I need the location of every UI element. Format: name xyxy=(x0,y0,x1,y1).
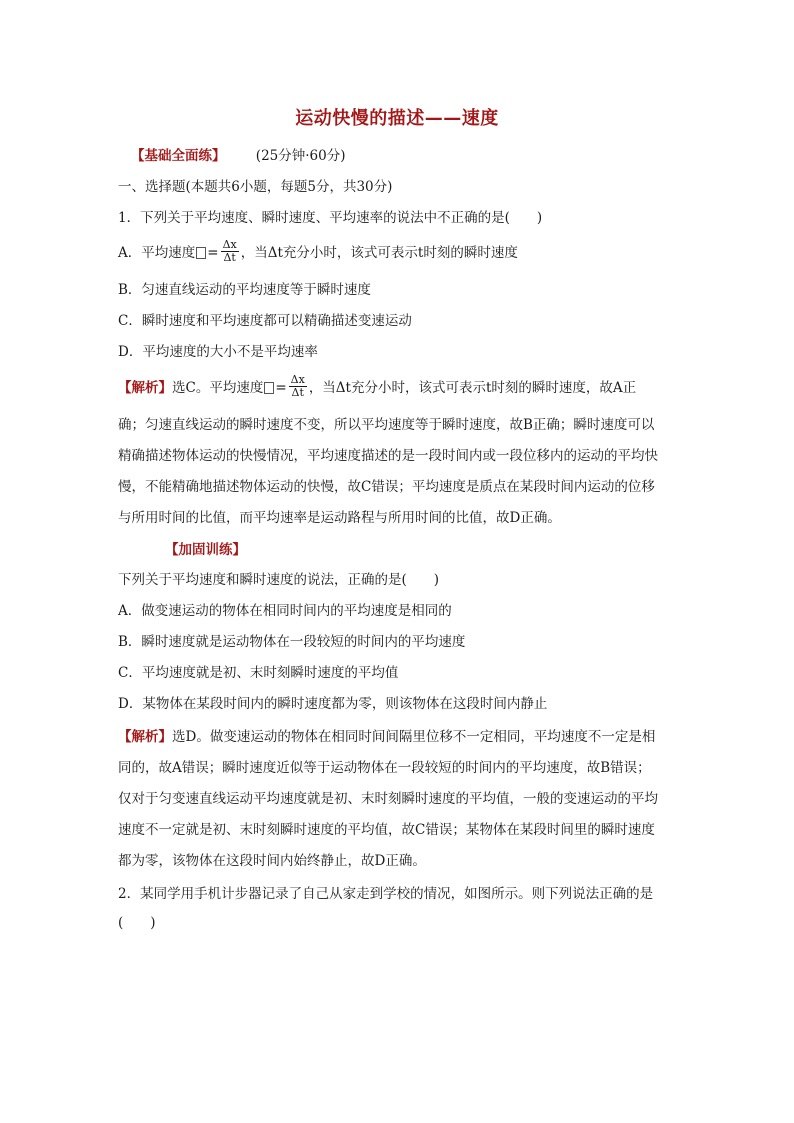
section-time: (25分钟·60分) xyxy=(255,148,346,164)
q1-option-d: D．平均速度的大小不是平均速率 xyxy=(118,344,318,360)
extra-label: 【加固训练】 xyxy=(165,542,246,558)
extra-option-a: A．做变速运动的物体在相同时间内的平均速度是相同的 xyxy=(118,603,452,619)
extra-analysis-line-5: 都为零，该物体在这段时间内始终静止，故D正确。 xyxy=(118,853,426,869)
question-2-blank: ( ) xyxy=(118,915,156,931)
q1-option-b: B．匀速直线运动的平均速度等于瞬时速度 xyxy=(118,282,371,298)
extra-section-label xyxy=(165,540,725,560)
part-heading: 一、选择题(本题共6小题，每题5分，共30分) xyxy=(118,179,393,195)
q1-analysis-line-2: 确；匀速直线运动的瞬时速度不变，所以平均速度等于瞬时速度，故B正确；瞬时速度可以 xyxy=(118,417,655,433)
option-a-text-post: ，当Δt充分小时，该式可表示t时刻的瞬时速度 xyxy=(240,245,518,261)
q1-analysis-line-4: 慢，不能精确地描述物体运动的快慢，故C错误；平均速度是质点在某段时间内运动的位移 xyxy=(118,479,655,495)
section-label: 【基础全面练】 xyxy=(131,148,226,164)
v-symbol-icon xyxy=(264,382,274,394)
q1-option-a: A．平均速度 = $\frac{\Delta x}{\Delta t}$ ，当Δt充分小时，该式可表示t时刻的瞬时速度 xyxy=(118,238,518,264)
option-a-text-pre: A．平均速度 xyxy=(118,245,196,261)
question-1-stem: 1．下列关于平均速度、瞬时速度、平均速率的说法中不正确的是( ) xyxy=(118,210,543,226)
fraction-numerator: Δx xyxy=(222,238,237,251)
extra-analysis-line-4: 速度不一定就是初、末时刻瞬时速度的平均值，故C错误；某物体在某段时间里的瞬时速度 xyxy=(118,822,655,838)
q1-analysis-line-1: 【解析】选C。平均速度 = $\frac{\Delta x}{\Delta t}$ ，当Δt充分小时，该式可表示t时刻的瞬时速度，故A正 xyxy=(118,373,637,399)
extra-analysis-line-3: 仅对于匀变速直线运动平均速度就是初、末时刻瞬时速度的平均值，一般的变速运动的平均 xyxy=(118,791,658,807)
fraction-numerator: Δx xyxy=(290,373,305,386)
fraction-denominator: Δt xyxy=(223,251,236,264)
extra-analysis-line-2: 同的，故A错误；瞬时速度近似等于运动物体在一段较短的时间内的平均速度，故B错误； xyxy=(118,760,651,776)
analysis-text-post: ，当Δt充分小时，该式可表示t时刻的瞬时速度，故A正 xyxy=(308,380,637,396)
analysis-label: 【解析】 xyxy=(118,729,172,745)
analysis-text-pre: 选C。平均速度 xyxy=(172,380,264,396)
extra-option-b: B．瞬时速度就是运动物体在一段较短的时间内的平均速度 xyxy=(118,634,466,650)
analysis-label: 【解析】 xyxy=(118,380,172,396)
extra-analysis-line-1 xyxy=(118,727,678,747)
q1-option-c: C．瞬时速度和平均速度都可以精确描述变速运动 xyxy=(118,313,412,329)
extra-option-d: D．某物体在某段时间内的瞬时速度都为零，则该物体在这段时间内静止 xyxy=(118,696,548,712)
fraction xyxy=(221,239,239,264)
fraction xyxy=(289,374,307,399)
fraction-denominator: Δt xyxy=(291,386,304,399)
v-symbol-icon xyxy=(196,247,206,259)
extra-option-c: C．平均速度就是初、末时刻瞬时速度的平均值 xyxy=(118,665,399,681)
extra-stem: 下列关于平均速度和瞬时速度的说法，正确的是( ) xyxy=(118,572,440,588)
page-title: 运动快慢的描述——速度 xyxy=(295,108,499,129)
section-header xyxy=(131,146,691,166)
q1-analysis-line-5: 与所用时间的比值，而平均速率是运动路程与所用时间的比值，故D正确。 xyxy=(118,510,561,526)
q1-analysis-line-3: 精确描述物体运动的快慢情况，平均速度描述的是一段时间内或一段位移内的运动的平均快 xyxy=(118,448,658,464)
question-2-stem: 2．某同学用手机计步器记录了自己从家走到学校的情况，如图所示。则下列说法正确的是 xyxy=(118,886,654,902)
analysis-text: 选D。做变速运动的物体在相同时间间隔里位移不一定相同，平均速度不一定是相 xyxy=(172,729,656,745)
